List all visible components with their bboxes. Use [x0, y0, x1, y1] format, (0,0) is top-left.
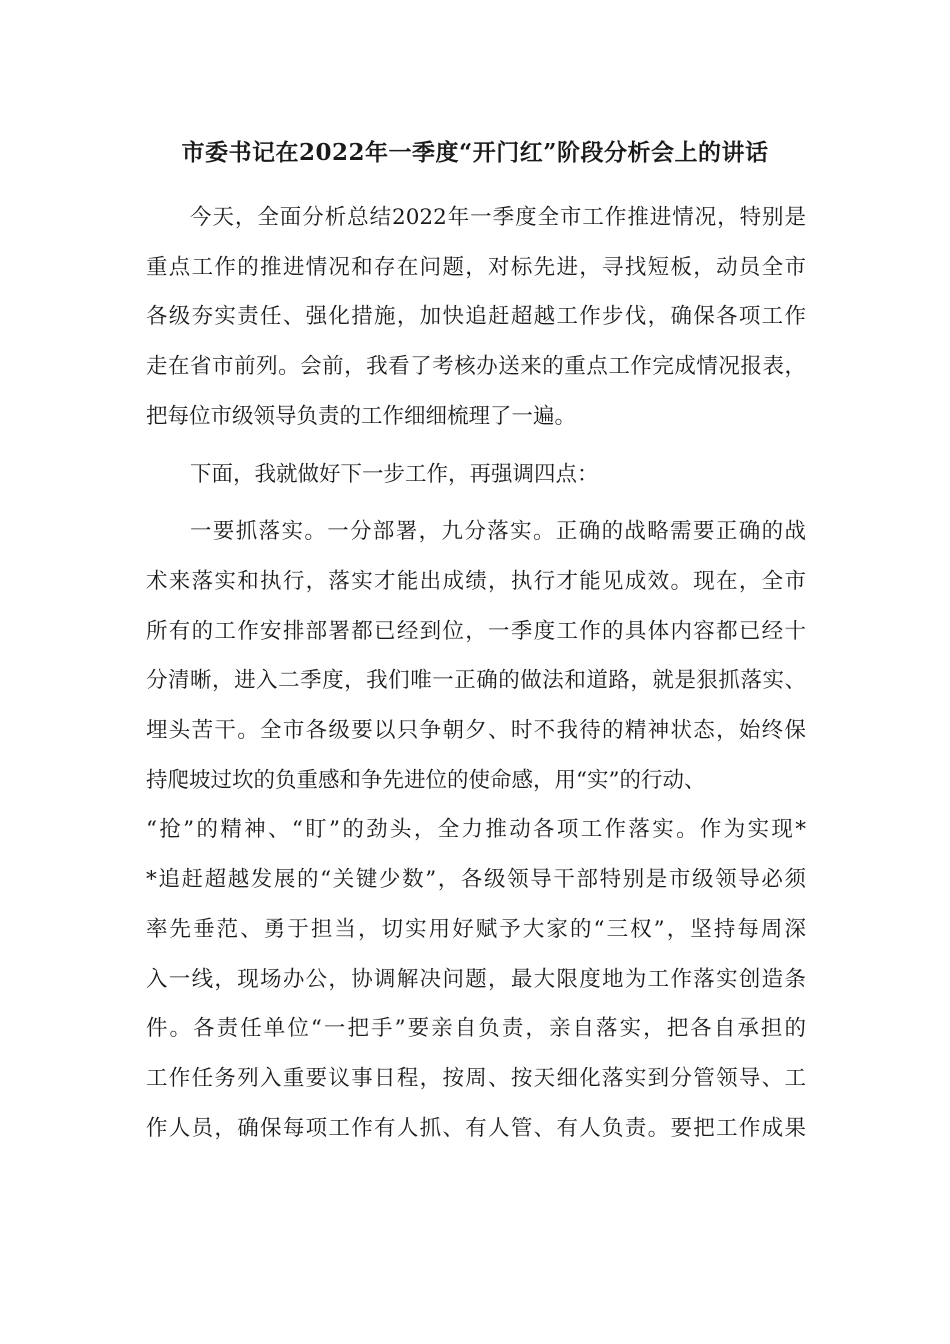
- text-line: “抢”的精神、“盯”的劲头，全力推动各项工作落实。作为实现*: [146, 817, 806, 843]
- document-body: [146, 193, 806, 1153]
- document-title: 市委书记在2022年一季度“开门红”阶段分析会上的讲话: [181, 139, 769, 166]
- text-line: 入一线，现场办公，协调解决问题，最大限度地为工作落实创造条: [146, 966, 806, 992]
- paragraph-point-one: [146, 507, 806, 1153]
- text-line: 今天，全面分析总结2022年一季度全市工作推进情况，特别是: [190, 205, 806, 230]
- paragraph-opening: [146, 193, 806, 442]
- text-line: 各级夯实责任、强化措施，加快追赶超越工作步伐，确保各项工作: [146, 304, 806, 330]
- text-line: 分清晰，进入二季度，我们唯一正确的做法和道路，就是狠抓落实、: [146, 668, 806, 694]
- text-line: 下面，我就做好下一步工作，再强调四点：: [190, 461, 599, 487]
- text-line: *追赶超越发展的“关键少数”，各级领导干部特别是市级领导必须: [146, 867, 806, 893]
- text-line: 所有的工作安排部署都已经到位，一季度工作的具体内容都已经十: [146, 618, 806, 644]
- text-line: 重点工作的推进情况和存在问题，对标先进，寻找短板，动员全市: [146, 254, 806, 280]
- text-line: 一要抓落实。一分部署，九分落实。正确的战略需要正确的战: [190, 519, 806, 545]
- text-line: 把每位市级领导负责的工作细细梳理了一遍。: [146, 403, 577, 429]
- text-line: 持爬坡过坎的负重感和争先进位的使命感，用“实”的行动、: [146, 767, 706, 793]
- text-line: 作人员，确保每项工作有人抓、有人管、有人负责。要把工作成果: [146, 1115, 806, 1141]
- text-line: 埋头苦干。全市各级要以只争朝夕、时不我待的精神状态，始终保: [146, 718, 806, 744]
- text-line: 件。各责任单位“一把手”要亲自负责，亲自落实，把各自承担的: [146, 1016, 806, 1042]
- paragraph-transition: [146, 450, 806, 500]
- text-line: 术来落实和执行，落实才能出成绩，执行才能见成效。现在，全市: [146, 568, 806, 594]
- text-line: 走在省市前列。会前，我看了考核办送来的重点工作完成情况报表，: [146, 354, 806, 380]
- text-line: 工作任务列入重要议事日程，按周、按天细化落实到分管领导、工: [146, 1065, 806, 1091]
- text-line: 率先垂范、勇于担当，切实用好赋予大家的“三权”，坚持每周深: [146, 916, 806, 942]
